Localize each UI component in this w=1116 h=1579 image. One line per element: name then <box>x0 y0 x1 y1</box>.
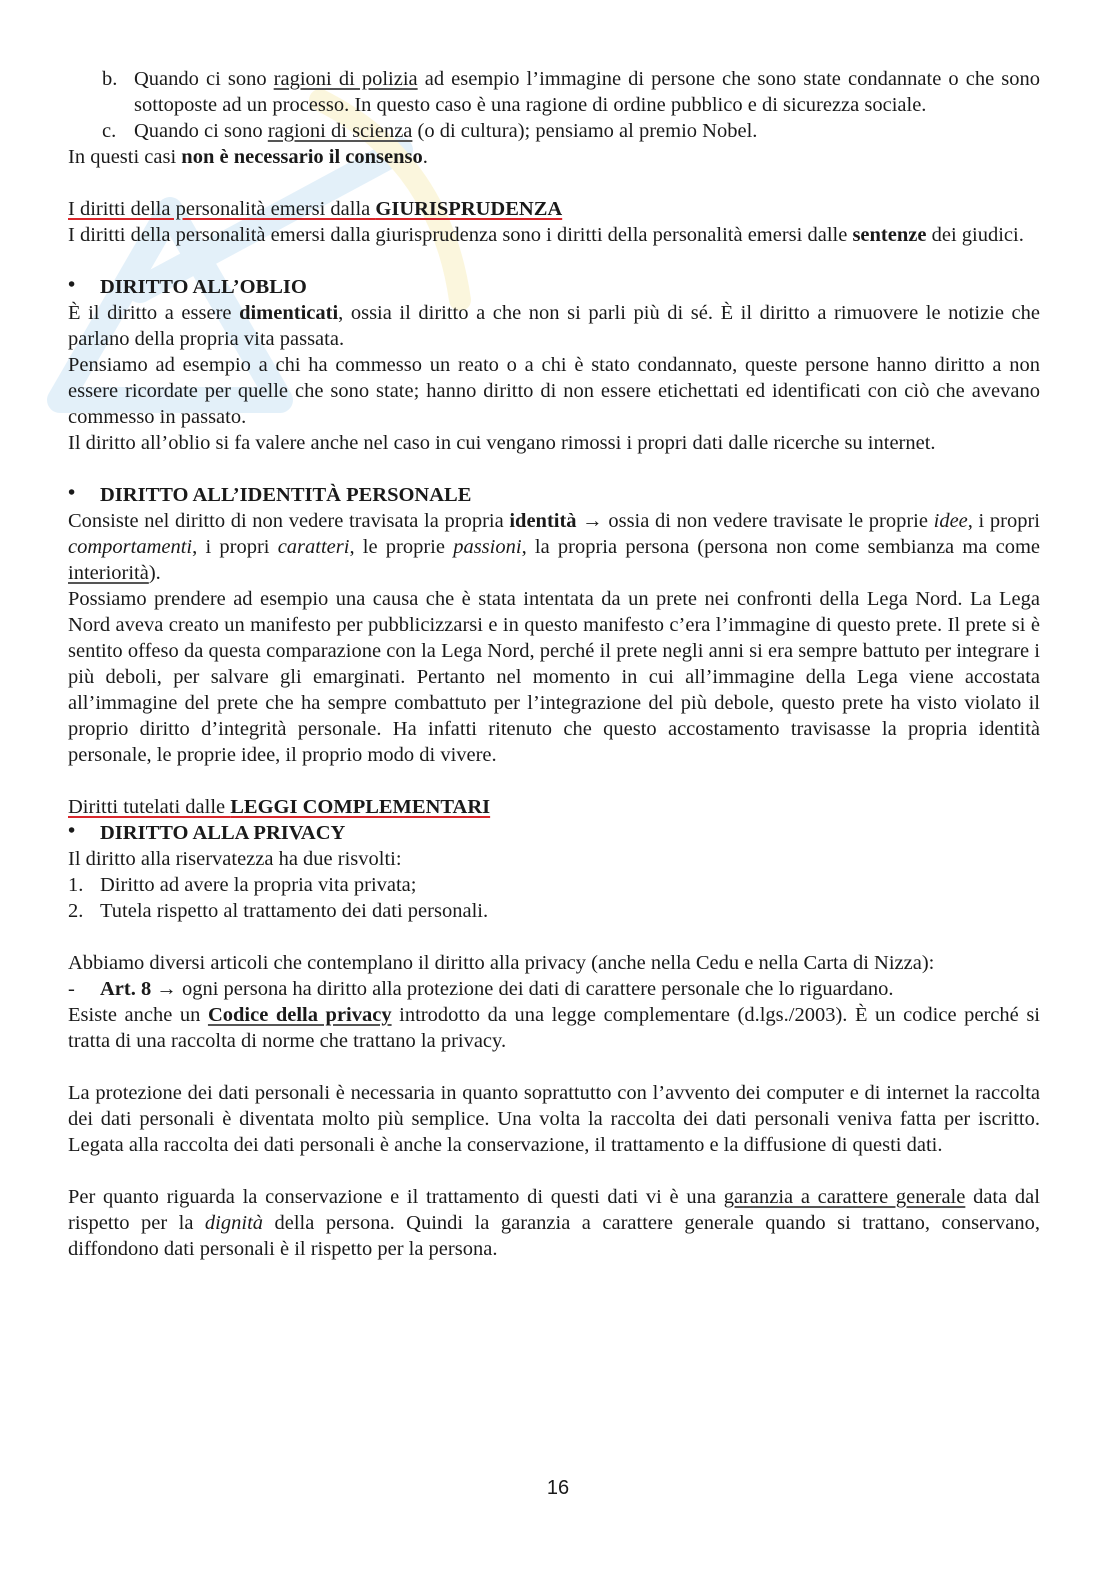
numbered-item-2: 2. Tutela rispetto al trattamento dei dati personali. <box>68 900 489 922</box>
heading-diritto-oblio: • DIRITTO ALL’OBLIO <box>68 274 307 298</box>
consent-paragraph: In questi casi non è necessario il consenso. <box>68 146 428 168</box>
list-marker: b. <box>102 68 118 90</box>
oblio-paragraph-1: È il diritto a essere dimenticati, ossia il diritto a che non si parli più di sé. È il diritto a rimuovere le notizie che parlano della propria vita passata. <box>68 302 1040 350</box>
bullet-icon: • <box>68 274 76 296</box>
bullet-icon: • <box>68 820 76 842</box>
oblio-paragraph-2: Pensiamo ad esempio a chi ha commesso un reato o a chi è stato condannato, queste persone hanno diritto a non essere ricordate per quelle che sono state; hanno diritto di non essere etichettati ed identificati con ciò che avevano commesso in passato. <box>68 354 1040 428</box>
articles-paragraph: Abbiamo diversi articoli che contemplano il diritto alla privacy (anche nella Cedu e nella Carta di Nizza): <box>68 952 935 974</box>
link-ragioni-di-scienza: ragioni di scienza <box>267 120 413 142</box>
bullet-icon: • <box>68 482 76 504</box>
garanzia-paragraph: Per quanto riguarda la conservazione e il trattamento di questi dati vi è una garanzia a carattere generale data dal rispetto per la dignità della persona. Quindi la garanzia a carattere generale quando si trattano, conservano, diffondono dati personali è il rispetto per la persona. <box>68 1186 1040 1260</box>
list-item-c: c. Quando ci sono ragioni di scienza (o di cultura); pensiamo al premio Nobel. <box>102 120 758 142</box>
list-marker: c. <box>102 120 117 142</box>
oblio-paragraph-3: Il diritto all’oblio si fa valere anche nel caso in cui vengano rimossi i propri dati dalle ricerche su internet. <box>68 432 936 454</box>
list-item-b: b. Quando ci sono ragioni di polizia ad esempio l’immagine di persone che sono state condannate o che sono sottoposte ad un processo. In questo caso è una ragione di ordine pubblico e di sicurezza sociale. <box>102 68 1040 116</box>
section-heading-leggi-complementari: Diritti tutelati dalle LEGGI COMPLEMENTARI <box>68 796 491 818</box>
art-8-item: - Art. 8 → ogni persona ha diritto alla protezione dei dati di carattere personale che lo riguardano. <box>68 978 894 1000</box>
heading-diritto-identita: • DIRITTO ALL’IDENTITÀ PERSONALE <box>68 482 472 506</box>
privacy-intro: Il diritto alla riservatezza ha due risvolti: <box>68 848 402 870</box>
section-heading-giurisprudenza: I diritti della personalità emersi dalla GIURISPRUDENZA <box>68 198 563 220</box>
identita-paragraph-1: Consiste nel diritto di non vedere travisata la propria identità → ossia di non vedere travisate le proprie idee, i propri comportamenti, i propri caratteri, le proprie passioni, la propria persona (persona non come sembianza ma come interiorità). <box>68 510 1041 584</box>
heading-diritto-privacy: • DIRITTO ALLA PRIVACY <box>68 820 346 844</box>
link-ragioni-di-polizia: ragioni di polizia <box>273 68 418 90</box>
protezione-paragraph: La protezione dei dati personali è necessaria in quanto soprattutto con l’avvento dei computer e di internet la raccolta dei dati personali è diventata molto più semplice. Una volta la raccolta dei dati personali veniva fatta per iscritto. Legata alla raccolta dei dati personali è anche la conservazione, il trattamento e la diffusione di questi dati. <box>68 1082 1040 1156</box>
identita-paragraph-2: Possiamo prendere ad esempio una causa che è stata intentata da un prete nei confronti della Lega Nord. La Lega Nord aveva creato un manifesto per pubblicizzarsi e in questo manifesto c’era l’immagine di questo prete. Il prete si è sentito offeso da questa comparazione con la Lega Nord, perché il prete negli anni si era sempre battuto per integrare i più deboli, per salvare gli emarginati. Pertanto nel momento in cui all’immagine della Lega viene accostata all’immagine del prete che ha sempre combattuto per l’integrazione del più debole, questo prete ha visto violato il proprio diritto d’integrità personale. Ha infatti ritenuto che questo accostamento travisasse la propria identità personale, le proprie idee, il proprio modo di vivere. <box>68 588 1040 766</box>
page-number: 16 <box>546 1477 570 1499</box>
codice-privacy-paragraph: Esiste anche un Codice della privacy introdotto da una legge complementare (d.lgs./2003). È un codice perché si tratta di una raccolta di norme che trattano la privacy. <box>68 1004 1040 1052</box>
giurisprudenza-paragraph: I diritti della personalità emersi dalla giurisprudenza sono i diritti della personalità emersi dalle sentenze dei giudici. <box>68 224 1024 246</box>
numbered-item-1: 1. Diritto ad avere la propria vita privata; <box>68 874 417 896</box>
